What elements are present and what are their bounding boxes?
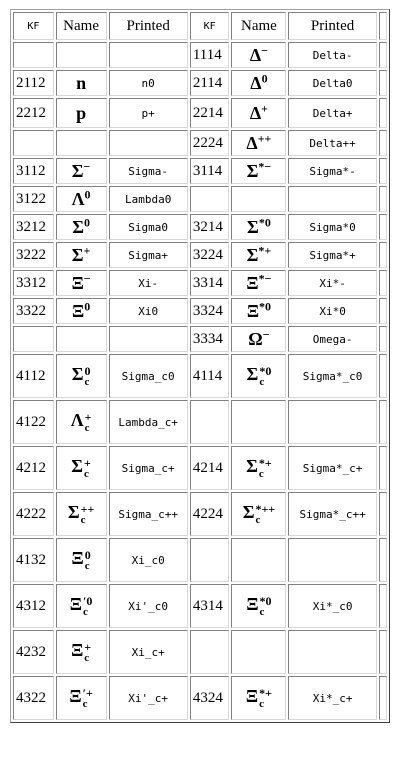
table-row <box>13 186 387 212</box>
spacer-cell <box>379 270 387 296</box>
table-row <box>13 630 387 674</box>
header-name-2: Name <box>231 12 286 40</box>
printed-name-cell: Xi_c0 <box>109 538 188 582</box>
kf-code-cell: 4222 <box>13 492 54 536</box>
particle-name-cell-2: Ξ*− <box>231 270 286 296</box>
printed-name-cell-2: Sigma*_c+ <box>288 446 376 490</box>
table-row <box>13 538 387 582</box>
printed-name-cell: Xi0 <box>109 298 188 324</box>
particle-name-cell-2 <box>231 538 286 582</box>
printed-name-cell <box>109 130 188 156</box>
header-kf: KF <box>13 12 54 40</box>
printed-name-cell-2: Xi*- <box>288 270 376 296</box>
kf-code-cell: 4232 <box>13 630 54 674</box>
kf-code-cell-2: 2214 <box>190 98 230 128</box>
printed-name-cell-2: Delta- <box>288 42 376 68</box>
header-row <box>13 12 387 40</box>
printed-name-cell: Sigma_c++ <box>109 492 188 536</box>
particle-name-cell: Ξ− <box>56 270 107 296</box>
particle-name-cell: p <box>56 98 107 128</box>
printed-name-cell: Xi'_c+ <box>109 676 188 720</box>
kf-code-cell-2: 4214 <box>190 446 230 490</box>
particle-name-cell-2: Ω− <box>231 326 286 352</box>
kf-code-cell-2: 4314 <box>190 584 230 628</box>
kf-code-cell <box>13 130 54 156</box>
printed-name-cell-2 <box>288 538 376 582</box>
particle-name-cell: Ξ + c <box>56 630 107 674</box>
particle-name-cell: Ξ 0 c <box>56 538 107 582</box>
printed-name-cell: Sigma- <box>109 158 188 184</box>
table-row <box>13 446 387 490</box>
printed-name-cell <box>109 326 188 352</box>
spacer-cell <box>379 12 387 40</box>
kf-code-cell: 4122 <box>13 400 54 444</box>
table-row <box>13 42 387 68</box>
printed-name-cell: p+ <box>109 98 188 128</box>
kf-code-cell-2: 1114 <box>190 42 230 68</box>
printed-name-cell-2: Sigma*0 <box>288 214 376 240</box>
kf-code-cell: 3212 <box>13 214 54 240</box>
table-row <box>13 584 387 628</box>
particle-name-cell: $\Lambda^0$ <box>56 186 107 212</box>
printed-name-cell-2: Delta0 <box>288 70 376 96</box>
header-printed-2: Printed <box>288 12 376 40</box>
particle-name-cell-2: Δ− <box>231 42 286 68</box>
printed-name-cell-2 <box>288 186 376 212</box>
kf-code-cell: 4312 <box>13 584 54 628</box>
spacer-cell <box>379 630 387 674</box>
table-row <box>13 298 387 324</box>
particle-name-cell-2: Σ *+ c <box>231 446 286 490</box>
spacer-cell <box>379 538 387 582</box>
kf-code-cell: 3312 <box>13 270 54 296</box>
header-kf-2: KF <box>190 12 230 40</box>
spacer-cell <box>379 98 387 128</box>
particle-name-cell: n <box>56 70 107 96</box>
kf-code-cell: 4212 <box>13 446 54 490</box>
table-row <box>13 354 387 398</box>
table-row <box>13 270 387 296</box>
spacer-cell <box>379 446 387 490</box>
particle-name-cell-2: Σ *++ c <box>231 492 286 536</box>
kf-code-cell: 3112 <box>13 158 54 184</box>
particle-name-cell: Ξ ′0 c <box>56 584 107 628</box>
particle-name-cell: Ξ ′+ c <box>56 676 107 720</box>
kf-code-cell-2: 2114 <box>190 70 230 96</box>
printed-name-cell-2: Sigma*_c++ <box>288 492 376 536</box>
kf-code-cell-2: 4224 <box>190 492 230 536</box>
spacer-cell <box>379 400 387 444</box>
spacer-cell <box>379 214 387 240</box>
table-row <box>13 214 387 240</box>
table-row <box>13 676 387 720</box>
printed-name-cell-2 <box>288 630 376 674</box>
particle-name-cell-2: $\Sigma^{*0}$ <box>231 214 286 240</box>
kf-code-cell: 3122 <box>13 186 54 212</box>
printed-name-cell: Lambda0 <box>109 186 188 212</box>
table-row <box>13 242 387 268</box>
particle-name-cell: Σ + c <box>56 446 107 490</box>
printed-name-cell <box>109 42 188 68</box>
printed-name-cell-2: Sigma*_c0 <box>288 354 376 398</box>
kf-code-cell-2: 2224 <box>190 130 230 156</box>
table-row <box>13 400 387 444</box>
kf-code-cell-2 <box>190 400 230 444</box>
particle-name-cell: Σ ++ c <box>56 492 107 536</box>
spacer-cell <box>379 492 387 536</box>
spacer-cell <box>379 42 387 68</box>
printed-name-cell: Xi_c+ <box>109 630 188 674</box>
table-row <box>13 326 387 352</box>
kf-code-cell <box>13 326 54 352</box>
spacer-cell <box>379 130 387 156</box>
kf-code-cell: 3222 <box>13 242 54 268</box>
particle-name-cell-2 <box>231 186 286 212</box>
particle-name-cell-2: Σ*+ <box>231 242 286 268</box>
particle-name-cell-2: Σ*− <box>231 158 286 184</box>
spacer-cell <box>379 326 387 352</box>
particle-name-cell-2 <box>231 630 286 674</box>
spacer-cell <box>379 298 387 324</box>
kf-code-cell: 4322 <box>13 676 54 720</box>
kf-code-cell-2: 3334 <box>190 326 230 352</box>
particle-name-cell <box>56 130 107 156</box>
particle-name-cell-2: Σ *0 c <box>231 354 286 398</box>
kf-code-cell: 2112 <box>13 70 54 96</box>
header-name: Name <box>56 12 107 40</box>
particle-name-cell: Σ+ <box>56 242 107 268</box>
printed-name-cell: Xi- <box>109 270 188 296</box>
kf-code-cell: 4132 <box>13 538 54 582</box>
table-row <box>13 492 387 536</box>
printed-name-cell: Sigma_c0 <box>109 354 188 398</box>
printed-name-cell-2: Xi*_c0 <box>288 584 376 628</box>
kf-code-cell-2: 3224 <box>190 242 230 268</box>
printed-name-cell: Sigma_c+ <box>109 446 188 490</box>
kf-code-cell: 3322 <box>13 298 54 324</box>
kf-code-cell-2: 3314 <box>190 270 230 296</box>
table-row <box>13 98 387 128</box>
printed-name-cell: n0 <box>109 70 188 96</box>
particle-name-cell: Σ− <box>56 158 107 184</box>
particle-code-table <box>10 9 390 723</box>
kf-code-cell <box>13 42 54 68</box>
printed-name-cell-2: Sigma*- <box>288 158 376 184</box>
particle-name-cell: Λ + c <box>56 400 107 444</box>
kf-code-cell-2 <box>190 630 230 674</box>
printed-name-cell-2: Xi*_c+ <box>288 676 376 720</box>
printed-name-cell: Xi'_c0 <box>109 584 188 628</box>
kf-code-cell-2: 3324 <box>190 298 230 324</box>
spacer-cell <box>379 584 387 628</box>
table-row <box>13 158 387 184</box>
particle-name-cell <box>56 42 107 68</box>
particle-name-cell-2: $\Xi^{*0}$ <box>231 298 286 324</box>
kf-code-cell-2: 3214 <box>190 214 230 240</box>
particle-name-cell: Σ 0 c <box>56 354 107 398</box>
spacer-cell <box>379 158 387 184</box>
kf-code-cell: 2212 <box>13 98 54 128</box>
kf-code-cell-2 <box>190 186 230 212</box>
table-row <box>13 70 387 96</box>
spacer-cell <box>379 70 387 96</box>
printed-name-cell: Sigma0 <box>109 214 188 240</box>
printed-name-cell-2: Delta+ <box>288 98 376 128</box>
particle-name-cell-2: Δ++ <box>231 130 286 156</box>
kf-code-cell-2: 4114 <box>190 354 230 398</box>
spacer-cell <box>379 242 387 268</box>
spacer-cell <box>379 186 387 212</box>
particle-name-cell-2: Δ+ <box>231 98 286 128</box>
spacer-cell <box>379 676 387 720</box>
printed-name-cell-2: Xi*0 <box>288 298 376 324</box>
particle-name-cell: $\Xi^0$ <box>56 298 107 324</box>
printed-name-cell-2: Sigma*+ <box>288 242 376 268</box>
printed-name-cell: Sigma+ <box>109 242 188 268</box>
kf-code-cell-2: 3114 <box>190 158 230 184</box>
printed-name-cell: Lambda_c+ <box>109 400 188 444</box>
kf-code-cell-2: 4324 <box>190 676 230 720</box>
kf-code-cell: 4112 <box>13 354 54 398</box>
table-row <box>13 130 387 156</box>
spacer-cell <box>379 354 387 398</box>
particle-name-cell-2: Ξ *+ c <box>231 676 286 720</box>
particle-name-cell: $\Sigma^0$ <box>56 214 107 240</box>
printed-name-cell-2: Omega- <box>288 326 376 352</box>
particle-name-cell-2: $\Delta^0$ <box>231 70 286 96</box>
printed-name-cell-2: Delta++ <box>288 130 376 156</box>
particle-name-cell <box>56 326 107 352</box>
particle-name-cell-2: Ξ *0 c <box>231 584 286 628</box>
header-printed: Printed <box>109 12 188 40</box>
printed-name-cell-2 <box>288 400 376 444</box>
kf-code-cell-2 <box>190 538 230 582</box>
particle-name-cell-2 <box>231 400 286 444</box>
